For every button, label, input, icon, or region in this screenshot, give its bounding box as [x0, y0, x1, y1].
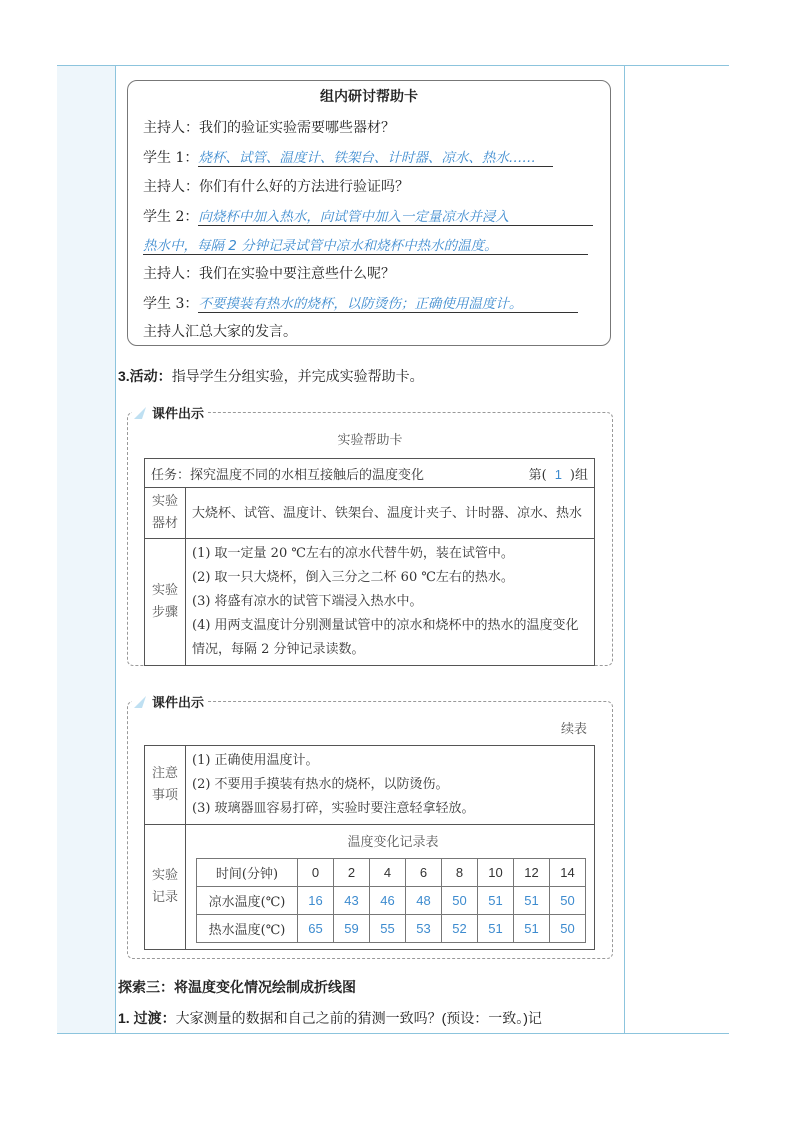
- time-row: [197, 859, 586, 887]
- hot-label: 热水温度(℃): [197, 915, 298, 943]
- task-cell: [145, 459, 595, 488]
- step-item: (1) 取一定量 20 ℃左右的凉水代替牛奶，装在试管中。: [192, 546, 514, 561]
- cold-cell: 46: [370, 887, 406, 915]
- note-item: (1) 正确使用温度计。: [192, 753, 319, 768]
- student-1-line: [143, 146, 553, 167]
- student-2-answer-2: 热水中，每隔 2 分钟记录试管中凉水和烧杯中热水的温度。: [143, 234, 588, 255]
- activity-line: [118, 366, 424, 386]
- steps-head: 实验步骤: [145, 539, 186, 666]
- help-card-title: 组内研讨帮助卡: [320, 89, 418, 105]
- notes-head: 注意事项: [145, 746, 186, 825]
- student-1-label: 学生 1：: [143, 150, 199, 166]
- group-prefix: 第(: [528, 467, 547, 483]
- activity-number: 3.活动：: [118, 368, 172, 384]
- host-question-1: 主持人：我们的验证实验需要哪些器材？: [143, 120, 395, 136]
- experiment-continued-table: [144, 745, 595, 950]
- record-cell: [186, 825, 595, 950]
- bottom-rule: [57, 1033, 729, 1034]
- activity-text: 指导学生分组实验，并完成实验帮助卡。: [171, 368, 424, 384]
- time-cell: 12: [514, 859, 550, 887]
- courseware-leaf-icon: [132, 405, 148, 421]
- record-table-title: 温度变化记录表: [347, 835, 439, 850]
- student-2-label: 学生 2：: [143, 209, 199, 225]
- hot-cell: 51: [478, 915, 514, 943]
- student-1-answer: 烧杯、试管、温度计、铁架台、计时器、凉水、热水……: [198, 146, 553, 167]
- transition-number: 1. 过渡：: [118, 1010, 176, 1026]
- courseware-label-1: 课件出示: [148, 403, 208, 422]
- left-divider: [115, 65, 116, 1033]
- student-2-answer-1: 向烧杯中加入热水，向试管中加入一定量凉水并浸入: [198, 205, 593, 226]
- transition-text: 大家测量的数据和自己之前的猜测一致吗？(预设：一致。)记: [175, 1010, 542, 1026]
- cold-cell: 16: [298, 887, 334, 915]
- time-cell: 0: [298, 859, 334, 887]
- hot-cell: 65: [298, 915, 334, 943]
- cold-cell: 51: [514, 887, 550, 915]
- cold-cell: 50: [550, 887, 586, 915]
- notes-cell: [186, 746, 595, 825]
- cold-cell: 48: [406, 887, 442, 915]
- group-num-value: 1: [554, 466, 562, 482]
- time-label: 时间(分钟): [197, 859, 298, 887]
- steps-cell: [186, 539, 595, 666]
- cold-water-row: [197, 887, 586, 915]
- continued-label: 续表: [561, 722, 588, 737]
- group-number: [529, 464, 588, 483]
- top-rule: [57, 65, 729, 66]
- hot-cell: 50: [550, 915, 586, 943]
- time-cell: 2: [334, 859, 370, 887]
- courseware-header-2: [132, 692, 208, 711]
- note-item: (3) 玻璃器皿容易打碎，实验时要注意轻拿轻放。: [192, 801, 475, 816]
- student-2-line-2: [143, 234, 588, 255]
- time-cell: 6: [406, 859, 442, 887]
- host-summary: 主持人汇总大家的发言。: [143, 324, 297, 340]
- courseware-leaf-icon: [132, 694, 148, 710]
- hot-cell: 59: [334, 915, 370, 943]
- time-cell: 14: [550, 859, 586, 887]
- student-3-label: 学生 3：: [143, 296, 199, 312]
- time-cell: 8: [442, 859, 478, 887]
- cold-label: 凉水温度(℃): [197, 887, 298, 915]
- student-2-line: [143, 205, 593, 226]
- group-suffix: )组: [569, 467, 588, 483]
- hot-cell: 51: [514, 915, 550, 943]
- temperature-record-table: [196, 858, 586, 943]
- student-3-answer: 不要摸装有热水的烧杯，以防烫伤；正确使用温度计。: [198, 292, 578, 313]
- time-cell: 4: [370, 859, 406, 887]
- cold-cell: 51: [478, 887, 514, 915]
- experiment-card-title: 实验帮助卡: [337, 433, 403, 448]
- cold-cell: 50: [442, 887, 478, 915]
- note-item: (2) 不要用手摸装有热水的烧杯，以防烫伤。: [192, 777, 449, 792]
- transition-line: [118, 1008, 542, 1028]
- step-item: (3) 将盛有凉水的试管下端浸入热水中。: [192, 594, 423, 609]
- step-item: (4) 用两支温度计分别测量试管中的凉水和烧杯中的热水的温度变化情况，每隔 2 分钟记录读数。: [192, 618, 579, 657]
- hot-water-row: [197, 915, 586, 943]
- materials-text: 大烧杯、试管、温度计、铁架台、温度计夹子、计时器、凉水、热水: [186, 488, 595, 539]
- host-question-2: 主持人：你们有什么好的方法进行验证吗？: [143, 179, 409, 195]
- host-question-3: 主持人：我们在实验中要注意些什么呢？: [143, 266, 395, 282]
- courseware-header-1: [132, 403, 208, 422]
- step-item: (2) 取一只大烧杯，倒入三分之二杯 60 ℃左右的热水。: [192, 570, 514, 585]
- time-cell: 10: [478, 859, 514, 887]
- section-3-heading: 探索三：将温度变化情况绘制成折线图: [118, 979, 356, 995]
- cold-cell: 43: [334, 887, 370, 915]
- hot-cell: 52: [442, 915, 478, 943]
- materials-head: 实验器材: [145, 488, 186, 539]
- experiment-help-table: [144, 458, 595, 666]
- right-divider: [624, 65, 625, 1033]
- task-text: 任务：探究温度不同的水相互接触后的温度变化: [151, 467, 425, 483]
- hot-cell: 55: [370, 915, 406, 943]
- hot-cell: 53: [406, 915, 442, 943]
- left-margin-column: [57, 66, 115, 1034]
- record-head: 实验记录: [145, 825, 186, 950]
- courseware-label-2: 课件出示: [148, 692, 208, 711]
- student-3-line: [143, 292, 578, 313]
